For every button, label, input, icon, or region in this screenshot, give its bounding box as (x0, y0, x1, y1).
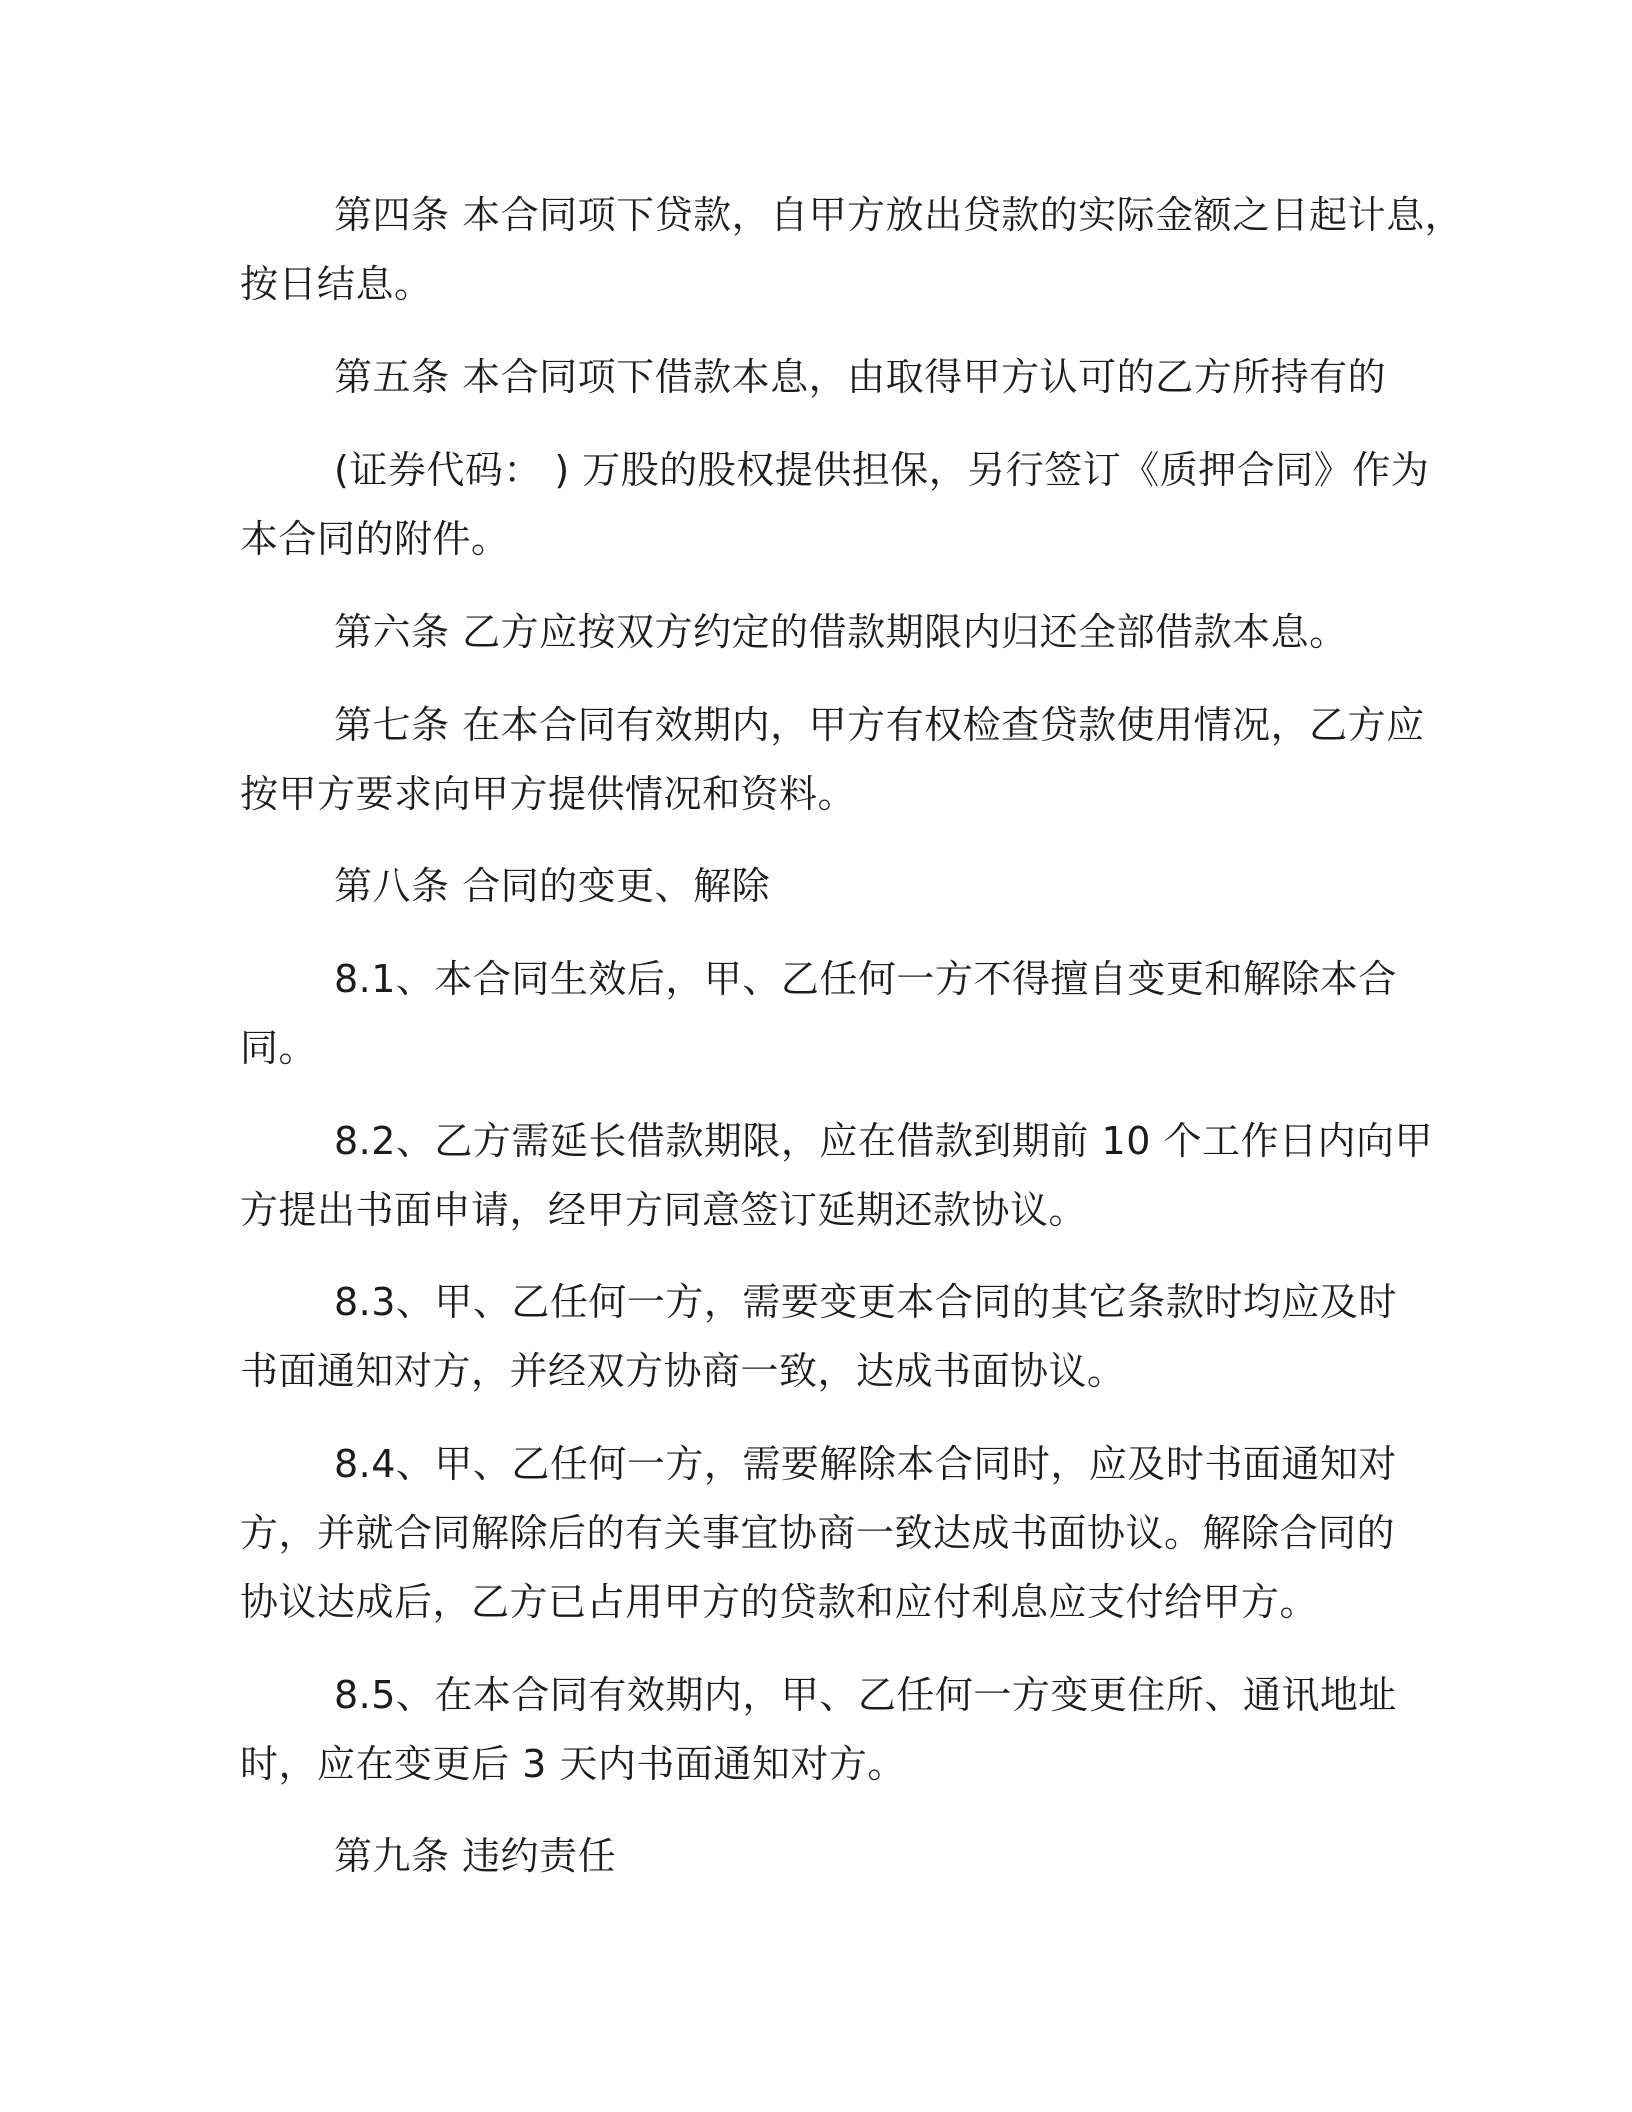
clause-8-2-line-1: 8.2、乙方需延长借款期限，应在借款到期前 10 个工作日内向甲 (334, 1119, 1433, 1163)
clause-8-2-line-2: 方提出书面申请，经甲方同意签订延期还款协议。 (240, 1188, 1088, 1232)
article-5-line-1: 第五条 本合同项下借款本息，由取得甲方认可的乙方所持有的 (334, 355, 1387, 399)
article-4-line-2: 按日结息。 (240, 262, 433, 306)
article-7-line-2: 按甲方要求向甲方提供情况和资料。 (240, 772, 857, 816)
article-8-heading: 第八条 合同的变更、解除 (334, 864, 771, 908)
article-4-line-1: 第四条 本合同项下贷款，自甲方放出贷款的实际金额之日起计息， (334, 193, 1464, 237)
clause-8-3-line-1: 8.3、甲、乙任何一方，需要变更本合同的其它条款时均应及时 (334, 1280, 1397, 1324)
clause-8-3-line-2: 书面通知对方，并经双方协商一致，达成书面协议。 (240, 1349, 1126, 1393)
article-6-line-1: 第六条 乙方应按双方约定的借款期限内归还全部借款本息。 (334, 610, 1348, 654)
article-9-heading: 第九条 违约责任 (334, 1834, 617, 1878)
article-7-line-1: 第七条 在本合同有效期内，甲方有权检查贷款使用情况，乙方应 (334, 703, 1425, 747)
clause-8-5-line-2: 时，应在变更后 3 天内书面通知对方。 (240, 1742, 906, 1786)
clause-8-1-line-2: 同。 (240, 1026, 318, 1070)
article-5-line-3: 本合同的附件。 (240, 517, 510, 561)
clause-8-5-line-1: 8.5、在本合同有效期内，甲、乙任何一方变更住所、通讯地址 (334, 1673, 1397, 1717)
clause-8-4-line-3: 协议达成后，乙方已占用甲方的贷款和应付利息应支付给甲方。 (240, 1580, 1319, 1624)
clause-8-1-line-1: 8.1、本合同生效后，甲、乙任何一方不得擅自变更和解除本合 (334, 957, 1397, 1001)
clause-8-4-line-2: 方，并就合同解除后的有关事宜协商一致达成书面协议。解除合同的 (240, 1511, 1396, 1555)
article-5-line-2: (证券代码： ) 万股的股权提供担保，另行签订《质押合同》作为 (334, 448, 1430, 492)
clause-8-4-line-1: 8.4、甲、乙任何一方，需要解除本合同时，应及时书面通知对 (334, 1442, 1397, 1486)
